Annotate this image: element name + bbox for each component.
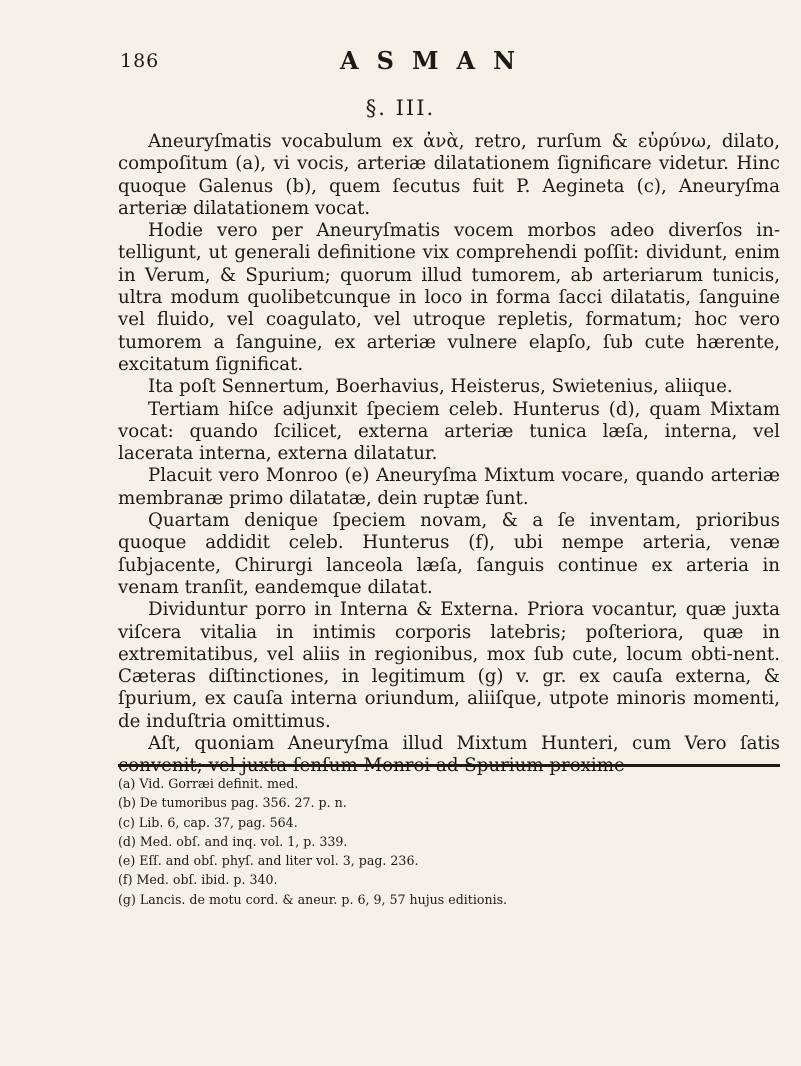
body-text	[118, 131, 780, 778]
footnote: (e) Eſſ. and obſ. phyſ. and liter vol. 3, pag. 236.	[118, 853, 419, 869]
footnote: (g) Lancis. de motu cord. & aneur. p. 6, 9, 57 hujus editionis.	[118, 891, 508, 907]
paragraph: Ita poſt Sennertum, Boerhavius, Heisterus, Swietenius, aliique.	[148, 376, 733, 398]
paragraph: Placuit vero Monroo (e) Aneuryſma Mixtum vocare, quando arteriæ membranæ primo dilatatæ, dein ruptæ ſunt.	[118, 465, 780, 509]
paragraph: Hodie vero per Aneuryſmatis vocem morbos adeo diverſos in-telligunt, ut generali definitione vix comprehendi poſſit: dividunt, enim in Verum, & Spurium; quorum illud tumorem, ab arteriarum tunicis, ultra modum quolibetcunque in loco in forma ſacci dilatatis, ſanguine vel fluido, vel coagulato, vel utroque repletis, formatum; hoc vero tumorem a ſanguine, ex arteriæ vulnere elapſo, ſub cute hærente, excitatum ſignificat.	[118, 220, 780, 375]
footnote: (f) Med. obſ. ibid. p. 340.	[118, 872, 278, 888]
running-title: ASMAN	[340, 46, 534, 75]
footnote-divider	[118, 764, 780, 767]
footnotes	[118, 774, 780, 909]
paragraph: Aſt, quoniam Aneuryſma illud Mixtum Hunteri, cum Vero ſatis	[148, 733, 780, 755]
page-number: 186	[120, 50, 160, 72]
footnote: (a) Vid. Gorræi definit. med.	[118, 776, 299, 791]
footnote: (b) De tumoribus pag. 356. 27. p. n.	[118, 795, 347, 811]
paragraph: Dividuntur porro in Interna & Externa. Priora vocantur, quæ juxta viſcera vitalia in intimis corporis latebris; poſteriora, quæ in extremitatibus, vel aliis in regionibus, mox ſub cute, locum obti-nent. Cæteras diſtinctiones, in legitimum (g) v. gr. ex cauſa externa, & ſpurium, ex cauſa interna oriundum, aliiſque, utpote minoris momenti, de induſtria omittimus.	[118, 599, 780, 732]
paragraph: Quartam denique ſpeciem novam, & a ſe inventam, prioribus quoque addidit celeb. Hunterus (f), ubi nempe arteria, venæ ſubjacente, Chirurgi lanceola læſa, ſanguis continue ex arteria in venam tranſit, eandemque dilatat.	[118, 510, 780, 598]
paragraph: Tertiam hiſce adjunxit ſpeciem celeb. Hunterus (d), quam Mixtam vocat: quando ſcilicet, externa arteriæ tunica læſa, interna, vel lacerata interna, externa dilatatur.	[118, 398, 780, 465]
page-header	[120, 46, 720, 86]
paragraph: Aneuryſmatis vocabulum ex ἀνὰ, retro, rurſum & εὐρύνω, dilato, compoſitum (a), vi vocis, arteriæ dilatationem ſignificare videtur. Hinc quoque Galenus (b), quem ſecutus fuit P. Aegineta (c), Aneuryſma arteriæ dilatationem vocat.	[118, 131, 780, 219]
section-heading: §. III.	[365, 96, 436, 120]
footnote: (d) Med. obſ. and inq. vol. 1, p. 339.	[118, 833, 348, 849]
footnote: (c) Lib. 6, cap. 37, pag. 564.	[118, 814, 298, 830]
